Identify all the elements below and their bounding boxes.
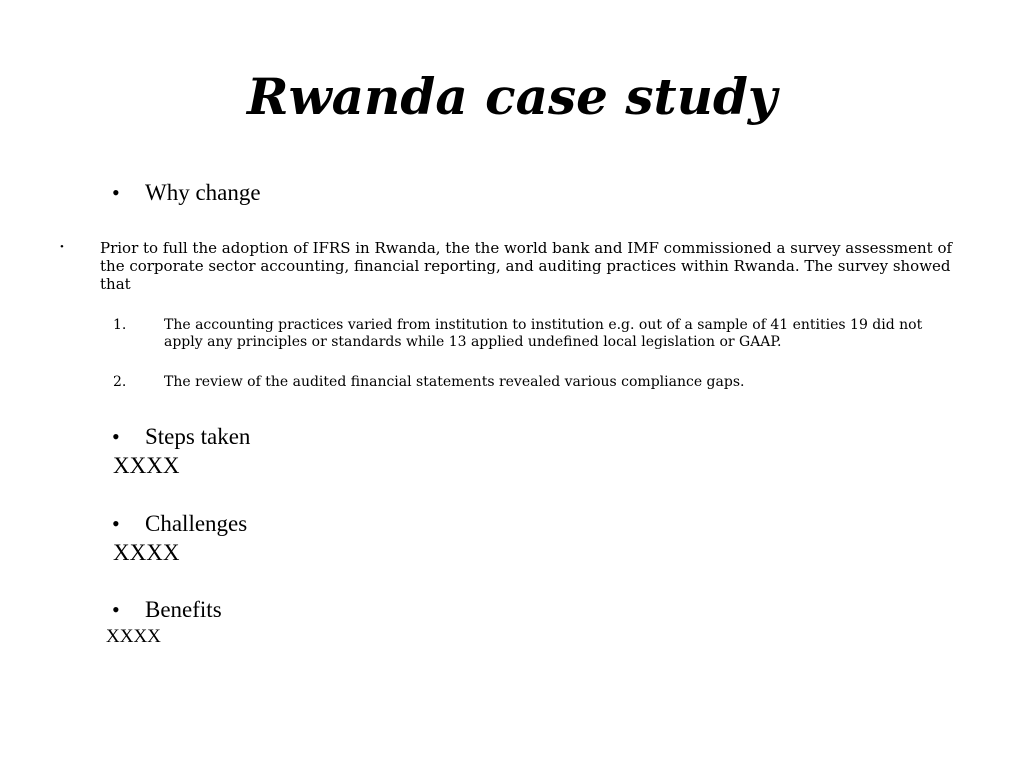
bullet-icon: • [112,511,120,536]
bullet-icon: • [112,597,120,622]
bullet-icon: • [112,424,120,449]
heading-benefits: Benefits [145,597,222,622]
why-change-paragraph: Prior to full the adoption of IFRS in Rwanda, the the world bank and IMF commissioned a survey assessment of the corporate sector accounting, financial reporting, and auditing practices within Rwanda. The survey showed that [100,239,953,293]
heading-challenges: Challenges [145,511,248,536]
list-item-text: The accounting practices varied from institution to institution e.g. out of a sample of 41 entities 19 did not apply any principles or standards while 13 applied undefined local legislation or GAAP. [164,317,923,350]
steps-taken-content: XXXX [113,453,180,478]
list-item-number: 2. [113,374,127,390]
list-item-text: The review of the audited financial statements revealed various compliance gaps. [164,374,745,390]
heading-why-change: Why change [145,180,261,205]
bullet-icon: • [112,180,120,205]
bullet-icon: • [60,241,64,253]
list-item-number: 1. [113,317,127,333]
heading-steps-taken: Steps taken [145,424,251,449]
challenges-content: XXXX [113,540,180,565]
benefits-content: XXXX [106,626,161,647]
slide-title: Rwanda case study [247,67,777,126]
